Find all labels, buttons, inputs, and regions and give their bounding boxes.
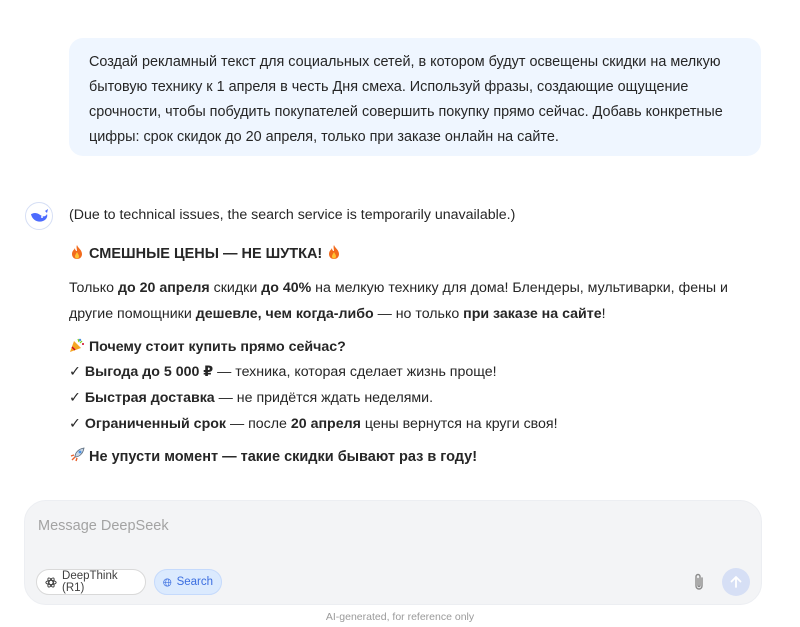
globe-icon: [163, 576, 172, 589]
atom-icon: [45, 576, 57, 589]
para-text: Только: [69, 280, 119, 296]
para-bold: дешевле, чем когда-либо: [195, 306, 374, 322]
para-text: — но только: [373, 306, 464, 322]
para-bold: до 20 апреля: [118, 280, 210, 296]
why-heading: [69, 335, 769, 359]
ad-headline-text: СМЕШНЫЕ ЦЕНЫ — НЕ ШУТКА!: [89, 246, 323, 262]
ad-headline: [69, 243, 769, 265]
search-unavailable-note: (Due to technical issues, the search service is temporarily unavailable.): [69, 207, 516, 223]
why-heading-text: Почему стоит купить прямо сейчас?: [88, 339, 346, 355]
user-message-bubble: [69, 38, 761, 156]
bullet-text: — техника, которая сделает жизнь проще!: [213, 364, 497, 380]
user-message-text: Создай рекламный текст для социальных сетей, в котором будут освещены скидки на мелкую бытовую технику к 1 апреля в честь Дня смеха. Используй фразы, создающие ощущение срочности, чтобы побудить покупателей совершить покупку прямо сейчас. Добавь конкретные цифры: срок скидок до 20 апреля, только при заказе онлайн на сайте.: [89, 54, 723, 145]
assistant-avatar: [25, 202, 53, 230]
send-button[interactable]: [722, 568, 750, 596]
paperclip-icon: [692, 572, 706, 592]
assistant-message: [69, 204, 769, 469]
para-text: !: [601, 306, 606, 322]
message-input[interactable]: Message DeepSeek: [38, 518, 169, 534]
check-mark: ✓: [69, 390, 81, 406]
check-mark: ✓: [69, 416, 81, 432]
search-label: Search: [176, 576, 213, 588]
bullet-text: цены вернутся на круги своя!: [360, 416, 558, 432]
ad-paragraph: [69, 275, 769, 327]
party-popper-icon: [69, 337, 85, 353]
para-text: на мелкую технику для дома! Блендеры, мультиварки, фены и другие помощники: [69, 280, 728, 322]
deepthink-label: DeepThink (R1): [62, 570, 118, 594]
arrow-up-icon: [729, 575, 743, 589]
benefit-bullet: [69, 385, 769, 411]
deepseek-whale-icon: [29, 208, 49, 224]
benefit-bullet: [69, 359, 769, 385]
bullet-text: — после: [226, 416, 291, 432]
ai-disclaimer: AI-generated, for reference only: [325, 611, 475, 623]
fire-icon: [326, 244, 342, 260]
closing-line-text: Не упусти момент — такие скидки бывают раз в году!: [89, 449, 478, 465]
bullet-bold: Выгода до 5 000 ₽: [84, 364, 214, 380]
deepthink-toggle[interactable]: [36, 569, 146, 595]
fire-icon: [69, 244, 85, 260]
message-composer[interactable]: [24, 500, 762, 605]
bullet-bold: 20 апреля: [290, 416, 361, 432]
para-text: скидки: [209, 280, 262, 296]
para-bold: до 40%: [261, 280, 312, 296]
bullet-bold: Ограниченный срок: [84, 416, 227, 432]
check-mark: ✓: [69, 364, 81, 380]
bullet-bold: Быстрая доставка: [84, 390, 215, 406]
rocket-icon: [69, 447, 85, 463]
search-toggle[interactable]: [154, 569, 222, 595]
bullet-text: — не придётся ждать неделями.: [214, 390, 434, 406]
para-bold: при заказе на сайте: [463, 306, 602, 322]
attach-button[interactable]: [687, 570, 711, 594]
closing-line: [69, 445, 769, 469]
benefit-bullet: [69, 411, 769, 437]
